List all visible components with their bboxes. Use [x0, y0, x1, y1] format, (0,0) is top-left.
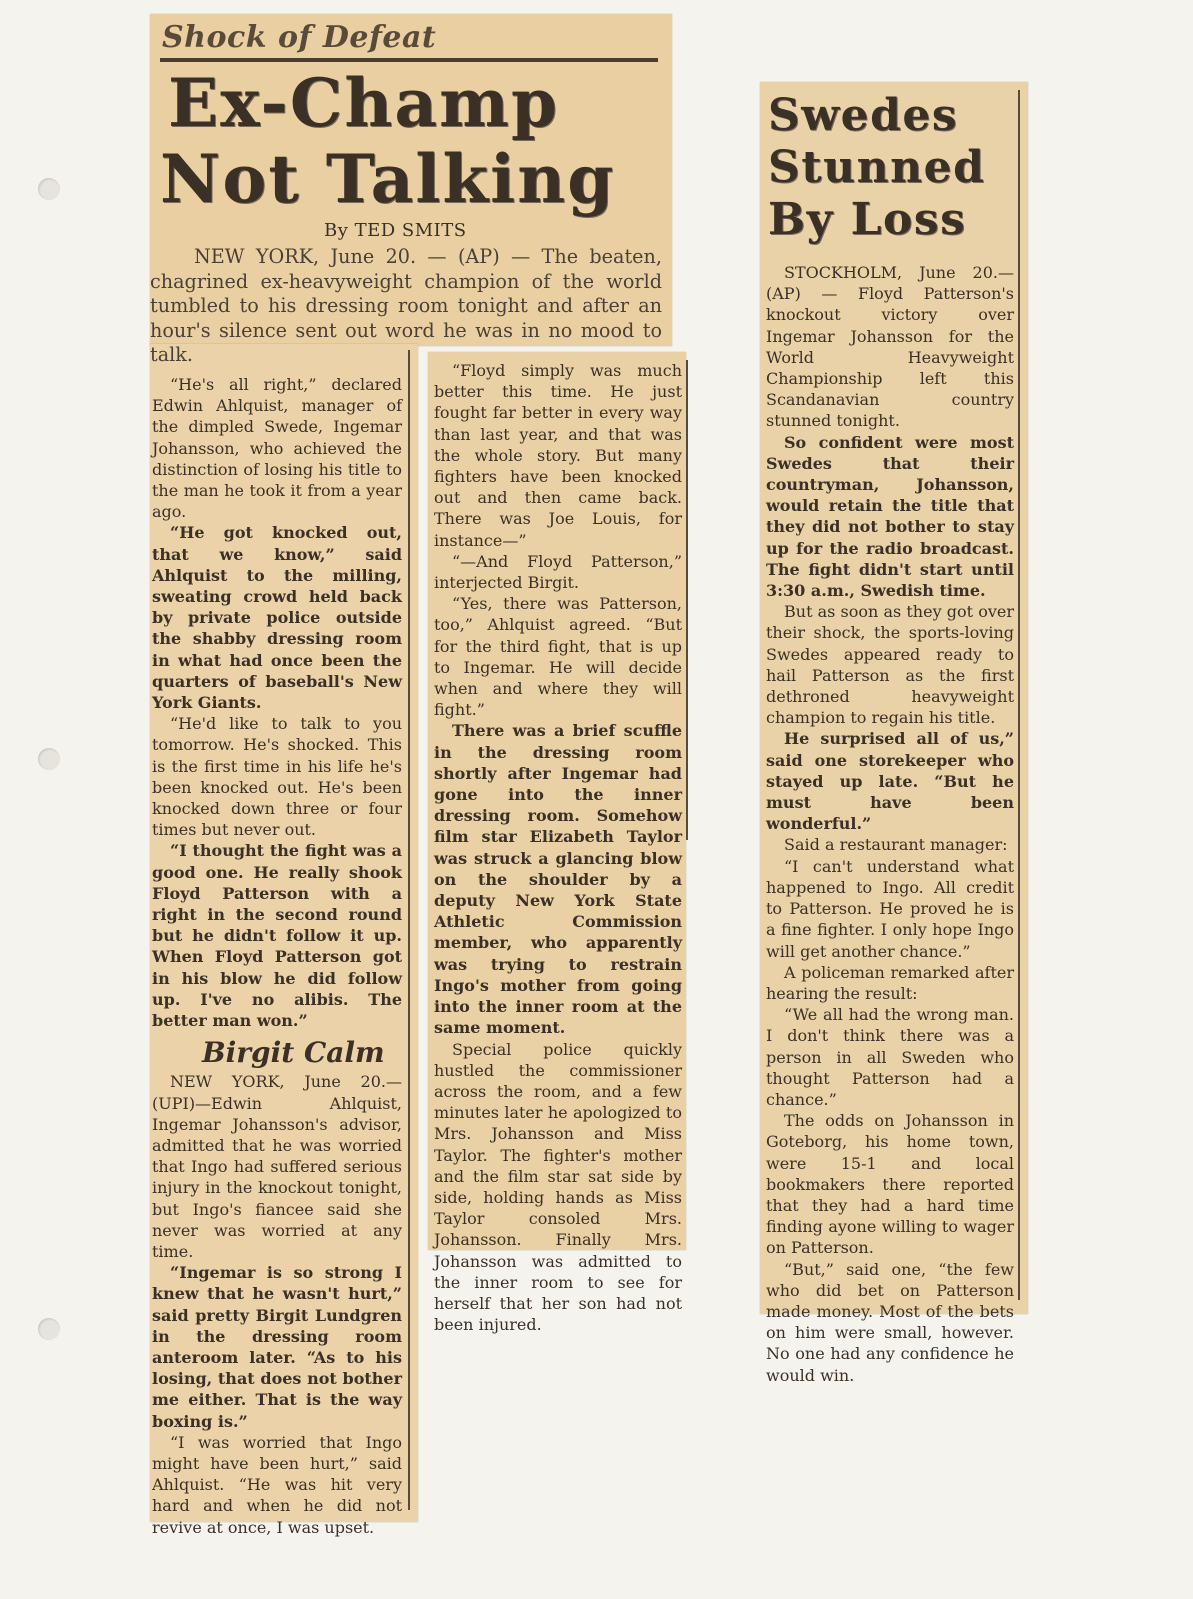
paragraph: “But,” said one, “the few who did bet on Patterson made money. Most of the bets on him were small, however. No one had any confidence he would win. — [766, 1259, 1014, 1385]
paragraph: STOCKHOLM, June 20.— (AP) — Floyd Patterson's knockout victory over Ingemar Johansson for the World Heavyweight Championship left this Scandanavian country stunned tonight. — [766, 263, 1014, 431]
right-headline-line-2: Stunned — [768, 142, 986, 193]
paragraph: So confident were most Swedes that their countryman, Johansson, would retain the title that they did not bother to stay up for the radio broadcast. The fight didn't start until 3:30 a.m., Swedish time. — [766, 432, 1014, 601]
paragraph: “We all had the wrong man. I don't think there was a person in all Sweden who thought Patterson had a chance.” — [766, 1005, 1014, 1109]
column-divider — [1018, 90, 1020, 1300]
right-headline-line-3: By Loss — [768, 194, 967, 245]
right-headline — [768, 90, 985, 246]
subheading-birgit-calm: Birgit Calm — [202, 1036, 385, 1070]
kicker-text: Shock of Defeat — [162, 20, 437, 55]
paragraph: He surprised all of us,” said one storekeeper who stayed up late. “But he must have been wonderful.” — [766, 729, 1014, 834]
binder-hole — [38, 178, 60, 200]
paragraph: “He's all right,” declared Edwin Ahlquist, manager of the dimpled Swede, Ingemar Johansson, who achieved the distinction of losing his title to the man he took it from a year ago. — [152, 375, 402, 522]
headline-line-1: Ex-Champ — [168, 64, 560, 142]
binder-hole — [38, 1318, 60, 1340]
paragraph: “I was worried that Ingo might have been hurt,” said Ahlquist. “He was hit very hard and when he did not revive at once, I was upset. — [152, 1432, 402, 1537]
lead-text: NEW YORK, June 20. — (AP) — The beaten, chagrined ex-heavyweight champion of the world tumbled to his dressing room tonight and after an hour's silence sent out word he was in no mood to talk. — [150, 245, 662, 366]
paragraph: Special police quickly hustled the commissioner across the room, and a few minutes later he apologized to Mrs. Johansson and Miss Taylor. The fighter's mother and the film star sat side by side, holding hands as Miss Taylor consoled Mrs. Johansson. Finally Mrs. Johansson was admitted to the inner room to see for herself that her son had not been injured. — [434, 1039, 682, 1335]
paragraph: There was a brief scuffle in the dressing room shortly after Ingemar had gone into the inner dressing room. Somehow film star Elizabeth Taylor was struck a glancing blow on the shoulder by a deputy New York State Athletic Commission member, who apparently was trying to restrain Ingo's mother from going into the inner room at the same moment. — [434, 721, 682, 1038]
left-column — [152, 374, 402, 1538]
right-headline-line-1: Swedes — [768, 90, 959, 141]
paragraph: “He'd like to talk to you tomorrow. He's shocked. This is the first time in his life he's been knocked out. He's been knocked down three or four times but never out. — [152, 714, 402, 840]
middle-column — [434, 360, 682, 1335]
paragraph: “He got knocked out, that we know,” said Ahlquist to the milling, sweating crowd held back by private police outside the shabby dressing room in what had once been the quarters of baseball's New York Giants. — [152, 523, 402, 713]
headline-line-2: Not Talking — [160, 140, 616, 218]
paragraph: A policeman remarked after hearing the result: — [766, 962, 1014, 1003]
lead-paragraph — [150, 245, 662, 368]
right-column — [766, 262, 1014, 1386]
paragraph: “Yes, there was Patterson, too,” Ahlquist agreed. “But for the third fight, that is up to Ingemar. He will decide when and where they will fight.” — [434, 594, 682, 720]
paragraph: “Ingemar is so strong I knew that he wasn't hurt,” said pretty Birgit Lundgren in the dressing room anteroom later. “As to his losing, that does not bother me either. That is the way boxing is.” — [152, 1263, 402, 1431]
paragraph: NEW YORK, June 20.— (UPI)—Edwin Ahlquist, Ingemar Johansson's advisor, admitted that he was worried that Ingo had suffered serious injury in the knockout tonight, but Ingo's fiancee said she never was worried at any time. — [152, 1072, 402, 1261]
column-divider — [686, 360, 688, 840]
paragraph: “—And Floyd Patterson,” interjected Birgit. — [434, 551, 682, 593]
paragraph: “I thought the fight was a good one. He really shook Floyd Patterson with a right in the second round but he didn't follow it up. When Floyd Patterson got in his blow he did follow up. I've no alibis. The better man won.” — [152, 841, 402, 1031]
paragraph: But as soon as they got over their shock, the sports-loving Swedes appeared ready to hail Patterson as the first dethroned heavyweight champion to regain his title. — [766, 602, 1014, 728]
kicker-rule — [160, 58, 658, 62]
binder-hole — [38, 748, 60, 770]
paragraph: “I can't understand what happened to Ingo. All credit to Patterson. He proved he is a fine fighter. I only hope Ingo will get another chance.” — [766, 856, 1014, 961]
paragraph: “Floyd simply was much better this time. He just fought far better in every way than last year, and that was the whole story. But many fighters have been knocked out and then came back. There was Joe Louis, for instance—” — [434, 361, 682, 550]
paragraph: Said a restaurant manager: — [784, 835, 1008, 855]
paragraph: The odds on Johansson in Goteborg, his home town, were 15-1 and local bookmakers there reported that they had a hard time finding ayone willing to wager on Patterson. — [766, 1111, 1014, 1258]
column-divider — [408, 350, 410, 1510]
byline: By TED SMITS — [324, 220, 467, 241]
